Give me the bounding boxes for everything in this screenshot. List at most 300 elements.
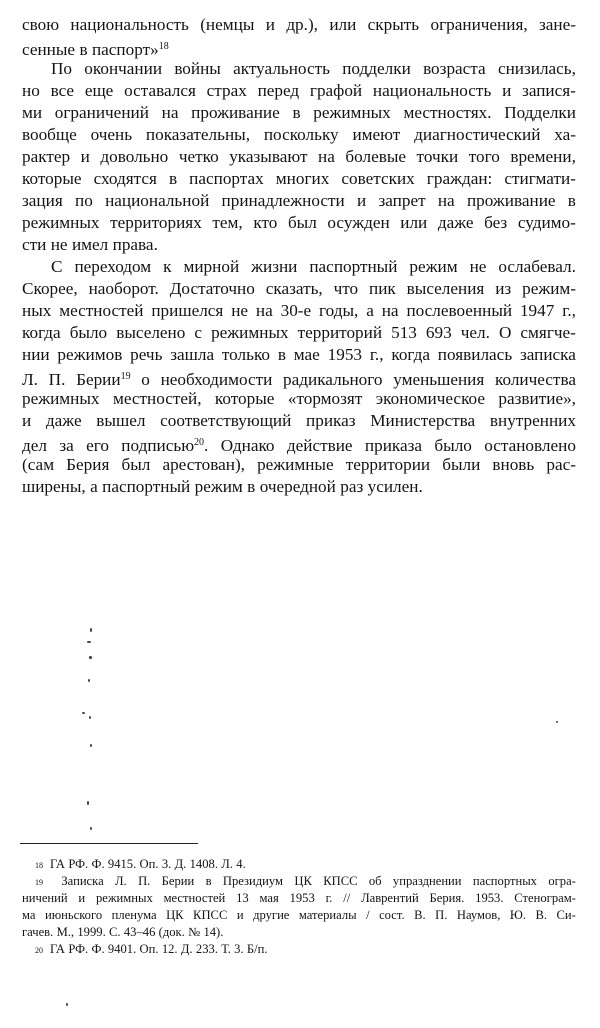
- word: (немцы: [200, 15, 255, 34]
- word: на: [318, 147, 335, 166]
- word: в: [247, 477, 256, 496]
- word: остановлено: [484, 436, 576, 455]
- word: //: [343, 891, 351, 905]
- word: и: [236, 908, 244, 922]
- word: По: [51, 59, 73, 78]
- word: указывают: [229, 147, 308, 166]
- word: Стенограм-: [514, 891, 576, 905]
- word: приказ: [306, 411, 356, 430]
- word: зане-: [539, 15, 576, 34]
- word: проживание: [466, 191, 556, 210]
- word: четко: [178, 147, 219, 166]
- word: Скорее,: [22, 279, 78, 298]
- text-line: [22, 102, 576, 124]
- word: еще: [84, 81, 114, 100]
- word: оставался: [124, 81, 196, 100]
- scan-speck: [89, 716, 91, 719]
- footnote-ref-19[interactable]: 19: [120, 371, 131, 382]
- scan-speck: [66, 1003, 68, 1006]
- footnotes: [22, 856, 576, 958]
- text-line: [22, 190, 576, 212]
- word: С: [51, 257, 63, 276]
- word: ограничения,: [430, 15, 528, 34]
- word: раз: [340, 477, 364, 496]
- scan-speck: [82, 712, 85, 714]
- word: Б/п.: [246, 942, 268, 956]
- word: 1953.: [475, 891, 504, 905]
- word: 233.: [195, 942, 218, 956]
- word: даже: [437, 213, 474, 232]
- word: режимных: [22, 389, 100, 408]
- word: упразднении: [392, 874, 462, 888]
- text-line: [22, 322, 576, 344]
- word: точки: [416, 147, 459, 166]
- text-line: [22, 454, 576, 476]
- word: Берии: [76, 370, 121, 389]
- word: Достаточно: [169, 279, 255, 298]
- word: записка: [519, 345, 576, 364]
- word: В.: [535, 908, 548, 922]
- word: из: [495, 279, 512, 298]
- word: режимных: [211, 323, 289, 342]
- word: по: [75, 191, 93, 210]
- word: Однако: [220, 436, 275, 455]
- word: развитие»,: [498, 389, 576, 408]
- word: страх: [206, 81, 247, 100]
- word: сост.: [379, 908, 405, 922]
- word: и: [80, 147, 90, 166]
- word: гачев.: [22, 925, 54, 939]
- word: судимо-: [517, 213, 576, 232]
- word: а: [90, 477, 98, 496]
- word: или: [400, 213, 428, 232]
- word: 13: [236, 891, 249, 905]
- word: С.: [109, 925, 121, 939]
- word: в: [168, 169, 178, 188]
- word: паспортный: [309, 257, 398, 276]
- text-line: [22, 432, 576, 454]
- word: жизни: [251, 257, 298, 276]
- word: и: [78, 891, 86, 905]
- word: запися-: [522, 81, 576, 100]
- word: режимных: [313, 103, 391, 122]
- word: Оп.: [139, 942, 159, 956]
- word: мирной: [183, 257, 240, 276]
- word: не: [469, 257, 487, 276]
- word: (док.: [158, 925, 185, 939]
- footnote-line: [22, 907, 576, 924]
- text-line: [22, 234, 576, 256]
- word: в: [277, 345, 286, 364]
- word: другие: [253, 908, 290, 922]
- word: Президиум: [222, 874, 284, 888]
- word: ЦК: [166, 908, 184, 922]
- word: возраста: [423, 59, 486, 78]
- main-text: [22, 14, 576, 498]
- text-line: [22, 388, 576, 410]
- word: Д.: [174, 857, 187, 871]
- word: окончании: [84, 59, 163, 78]
- word: /: [366, 908, 370, 922]
- word: на: [255, 301, 273, 320]
- word: сти: [22, 235, 47, 254]
- word: смягче-: [520, 323, 576, 342]
- text-line: [22, 300, 576, 322]
- footnote-20: [22, 941, 576, 958]
- footnote-number: 19: [35, 878, 43, 887]
- word: действие: [286, 436, 353, 455]
- word: диагностический: [414, 125, 541, 144]
- word: того: [468, 147, 500, 166]
- word: рас-: [546, 455, 576, 474]
- word: что: [333, 279, 359, 298]
- word: Ф.: [91, 942, 105, 956]
- footnote-ref-18[interactable]: 18: [158, 41, 169, 52]
- word: Оп.: [139, 857, 159, 871]
- word: времени,: [510, 147, 576, 166]
- word: 3.: [234, 942, 244, 956]
- scan-speck: [89, 656, 92, 659]
- word: режим: [194, 477, 243, 496]
- word: граждан:: [426, 169, 493, 188]
- word: стигмати-: [504, 169, 576, 188]
- word: или: [329, 15, 357, 34]
- word: ЦК: [294, 874, 312, 888]
- word: снизилась,: [497, 59, 576, 78]
- word: 9415.: [107, 857, 137, 871]
- scan-speck: [556, 721, 558, 723]
- word: кто: [253, 213, 278, 232]
- word: ха-: [554, 125, 576, 144]
- word: мая: [259, 891, 279, 905]
- word: ширены,: [22, 477, 86, 496]
- word: тем,: [212, 213, 243, 232]
- word: имел: [71, 235, 109, 254]
- word: Наумов,: [456, 908, 501, 922]
- word: территории: [345, 455, 431, 474]
- word: режим: [409, 257, 458, 276]
- word: Министерства: [370, 411, 476, 430]
- word: был: [121, 455, 151, 474]
- word: 1999.: [77, 925, 106, 939]
- word: режимных: [22, 213, 100, 232]
- word: Д.: [180, 942, 193, 956]
- word: №: [188, 925, 201, 939]
- word: к: [163, 257, 172, 276]
- word: г.: [325, 891, 333, 905]
- word: поскольку: [263, 125, 339, 144]
- word: и: [357, 191, 367, 210]
- word: только: [221, 345, 271, 364]
- word: было: [69, 323, 108, 342]
- scan-speck: [87, 801, 89, 805]
- word: появилась: [437, 345, 513, 364]
- word: П.: [435, 908, 448, 922]
- word: а: [366, 301, 374, 320]
- word: дел: [22, 436, 47, 455]
- word: национальность: [372, 81, 492, 100]
- word: выселения: [406, 279, 485, 298]
- word: РФ.: [68, 942, 89, 956]
- text-line: [22, 124, 576, 146]
- footnote-line: [22, 924, 576, 941]
- word: мае: [293, 345, 320, 364]
- word: права.: [112, 235, 158, 254]
- word: графой: [309, 81, 363, 100]
- word: Лаврентий: [361, 891, 419, 905]
- word: в: [292, 103, 301, 122]
- word: но: [22, 81, 40, 100]
- word: о: [141, 370, 150, 389]
- scan-speck: [88, 679, 90, 682]
- word: усилен.: [367, 477, 423, 496]
- footnote-18: [22, 856, 576, 873]
- word: и: [22, 411, 32, 430]
- word: запрет: [378, 191, 426, 210]
- word: режимные: [257, 455, 334, 474]
- scan-speck: [90, 628, 92, 632]
- word: сказать,: [265, 279, 323, 298]
- scan-speck: [90, 827, 92, 830]
- word: режимов: [57, 345, 123, 364]
- word: когда: [391, 345, 430, 364]
- word: радикального: [283, 370, 383, 389]
- footnote-line: [22, 890, 576, 907]
- word: 3.: [161, 857, 172, 871]
- word: показательны,: [145, 125, 251, 144]
- word: Подделки: [504, 103, 576, 122]
- word: КПСС: [193, 908, 228, 922]
- word: рактер: [22, 147, 71, 166]
- word: сенные: [22, 40, 76, 59]
- word: 1408.: [189, 857, 218, 871]
- word: 1953: [289, 891, 315, 905]
- text-line: [22, 410, 576, 432]
- word: зация: [22, 191, 63, 210]
- word: довольно: [100, 147, 169, 166]
- word: режим-: [522, 279, 576, 298]
- word: О: [498, 323, 512, 342]
- word: территориях: [110, 213, 202, 232]
- word: пришелся: [151, 301, 224, 320]
- text-line: [22, 476, 576, 498]
- word: ных: [22, 301, 52, 320]
- word: речь: [130, 345, 163, 364]
- word: в: [205, 874, 212, 888]
- word: имеют: [352, 125, 401, 144]
- word: В.: [414, 908, 426, 922]
- word: паспортный: [102, 477, 191, 496]
- word: на: [437, 191, 455, 210]
- text-line: [22, 168, 576, 190]
- word: Си-: [556, 908, 576, 922]
- word: сходятся: [93, 169, 157, 188]
- word: Л.: [221, 857, 233, 871]
- word: ограничений: [54, 103, 149, 122]
- word: проживание: [191, 103, 280, 122]
- word: Т.: [221, 942, 231, 956]
- word: Берия.: [429, 891, 465, 905]
- word: огра-: [548, 874, 576, 888]
- word: П.: [48, 370, 66, 389]
- word: паспорт»: [91, 40, 159, 59]
- word: его: [86, 436, 109, 455]
- word: и: [502, 81, 512, 100]
- word: необходимости: [160, 370, 273, 389]
- word: июньского: [44, 908, 103, 922]
- text-line: [22, 80, 576, 102]
- word: территорий: [297, 323, 383, 342]
- word: Записка: [61, 874, 104, 888]
- word: 693: [425, 323, 452, 342]
- footnote-ref-20[interactable]: 20: [194, 437, 205, 448]
- word: 12.: [161, 942, 178, 956]
- word: количества: [494, 370, 576, 389]
- word: все: [50, 81, 75, 100]
- text-line: [22, 146, 576, 168]
- word: нии: [22, 345, 50, 364]
- word: Берии: [161, 874, 195, 888]
- word: 30-е: [280, 301, 312, 320]
- word: переходом: [74, 257, 152, 276]
- word: 4.: [236, 857, 246, 871]
- word: не: [50, 235, 68, 254]
- word: зашла: [170, 345, 215, 364]
- word: внутренних: [489, 411, 576, 430]
- word: арестован),: [162, 455, 245, 474]
- word: скрыть: [367, 15, 420, 34]
- word: на: [381, 301, 399, 320]
- word: г.,: [369, 345, 384, 364]
- text-line: [22, 344, 576, 366]
- word: вообще: [22, 125, 77, 144]
- word: которые: [22, 169, 82, 188]
- word: ничений: [22, 891, 68, 905]
- word: г.,: [562, 301, 576, 320]
- word: 513: [391, 323, 417, 342]
- text-line: [22, 366, 576, 388]
- word: экономическое: [375, 389, 485, 408]
- word: Ф.: [91, 857, 105, 871]
- paragraph-2-start: [22, 58, 576, 80]
- text-line: [22, 212, 576, 234]
- word: местностей,: [112, 389, 202, 408]
- word: национальной: [105, 191, 210, 210]
- word: пик: [369, 279, 396, 298]
- word: перед: [257, 81, 300, 100]
- word: был: [287, 213, 317, 232]
- word: очередной: [259, 477, 336, 496]
- word: даже: [45, 411, 82, 430]
- word: Ю.: [509, 908, 526, 922]
- word: КПСС: [323, 874, 358, 888]
- footnote-separator: [20, 843, 198, 844]
- word: местностей: [59, 301, 144, 320]
- word: подписью: [121, 436, 195, 455]
- word: национальность: [70, 15, 189, 34]
- footnote-19: [22, 873, 576, 890]
- word: с: [194, 323, 203, 342]
- word: режимных: [95, 891, 153, 905]
- word: подделки: [342, 59, 411, 78]
- text-line: [22, 36, 576, 58]
- text-line: [22, 14, 576, 36]
- word: 43–46: [123, 925, 156, 939]
- word: материалы: [298, 908, 357, 922]
- scan-speck: [90, 744, 92, 747]
- scan-speck: [87, 641, 91, 643]
- word: выселено: [116, 323, 186, 342]
- word: М.,: [56, 925, 75, 939]
- word: (сам: [22, 455, 55, 474]
- word: за: [59, 436, 74, 455]
- word: наоборот.: [88, 279, 159, 298]
- word: П.: [138, 874, 151, 888]
- paragraph-3-start: [22, 256, 576, 278]
- word: вновь: [492, 455, 535, 474]
- word: не: [231, 301, 249, 320]
- word: войны: [174, 59, 221, 78]
- word: местностей: [163, 891, 226, 905]
- word: и: [265, 15, 275, 34]
- word: приказа: [364, 436, 423, 455]
- word: годы,: [319, 301, 359, 320]
- word: актуальность: [233, 59, 330, 78]
- word: об: [368, 874, 382, 888]
- word: свою: [22, 15, 60, 34]
- word: принадлежности: [221, 191, 345, 210]
- word: послевоенный: [406, 301, 513, 320]
- word: др.),: [286, 15, 318, 34]
- word: без: [484, 213, 508, 232]
- word: многих: [275, 169, 330, 188]
- word: вышел: [96, 411, 146, 430]
- word: 1947: [519, 301, 555, 320]
- word: ми: [22, 103, 43, 122]
- text-line: [22, 278, 576, 300]
- footnote-number: 18: [35, 861, 43, 870]
- footnote-number: 20: [35, 946, 43, 955]
- word: РФ.: [68, 857, 89, 871]
- word: которые: [214, 389, 275, 408]
- word: в: [79, 40, 88, 59]
- word: Л.: [22, 370, 38, 389]
- word: 1953: [327, 345, 362, 364]
- word: Берия: [66, 455, 110, 474]
- word: паспортных: [472, 874, 537, 888]
- word: местностях.: [403, 103, 492, 122]
- word: чел.: [460, 323, 490, 342]
- word: Л.: [115, 874, 127, 888]
- word: ГА: [50, 857, 66, 871]
- word: было: [434, 436, 472, 455]
- word: ма: [22, 908, 36, 922]
- word: уменьшения: [393, 370, 485, 389]
- word: ослабевал.: [498, 257, 576, 276]
- word: очень: [90, 125, 133, 144]
- word: 9401.: [107, 942, 137, 956]
- word: «тормозят: [287, 389, 363, 408]
- word: пленума: [111, 908, 157, 922]
- word: ГА: [50, 942, 66, 956]
- word: в: [567, 191, 576, 210]
- word: осужден: [327, 213, 390, 232]
- word: паспортах: [189, 169, 264, 188]
- word: были: [442, 455, 481, 474]
- word: когда: [22, 323, 61, 342]
- word: советских: [341, 169, 415, 188]
- word: .: [204, 436, 209, 455]
